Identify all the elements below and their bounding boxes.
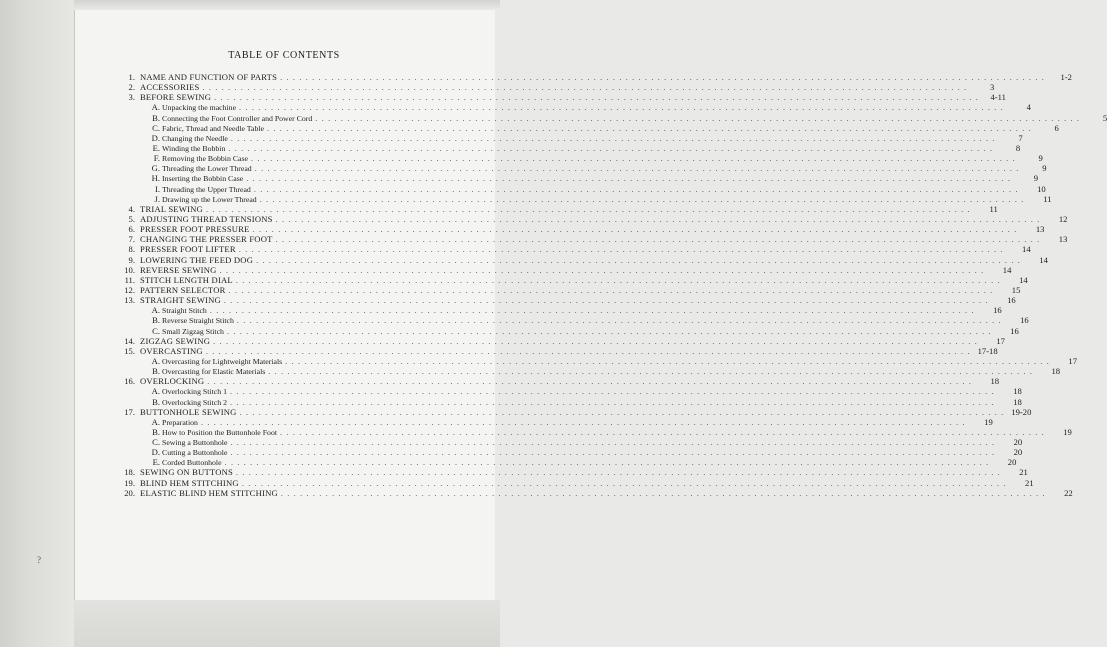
entry-number: E. (152, 142, 160, 153)
toc-subentry (110, 163, 1047, 174)
entry-title: PRESSER FOOT PRESSURE (140, 224, 250, 235)
entry-page-number: 1-2 (1060, 72, 1072, 82)
entry-title: Overcasting for Elastic Materials (162, 367, 266, 377)
entry-title: Winding the Bobbin (162, 143, 226, 153)
entry-title: BEFORE SEWING (140, 92, 212, 103)
entry-number: A. (151, 102, 160, 113)
dot-leader: . . . . . . . . . . . . . . . . . . . . . . . . . . . . . . . . . . . . . . . . . . . . . . . . . . . . . . . . . . . . . . . . . . . . . . . . . . . . . . . . . . . . . . . . . . . . . . . . . . . . . . . . . . . . . . . . . . . . . . . . (209, 306, 975, 316)
scan-bottom-edge (74, 600, 500, 647)
toc-entry (110, 264, 1012, 275)
toc-entry (110, 477, 1034, 488)
dot-leader: . . . . . . . . . . . . . . . . . . . . . . . . . . . . . . . . . . . . . . . . . . . . . . . . . . . . . . . . . . . . . . . . . . . . . . . . . . . . . . . . . . . . . . . . . . . . . . . . . . . . . . . . . . . . . . . . . . . . . . . . (226, 326, 992, 336)
entry-number: 17. (124, 406, 135, 417)
entry-number: H. (151, 173, 160, 184)
entry-number: 10. (124, 264, 135, 275)
entry-page-number: 13 (1035, 224, 1045, 235)
entry-title: Inserting the Bobbin Case (162, 174, 244, 184)
entry-title: NAME AND FUNCTION OF PARTS (140, 72, 278, 82)
toc-subentry (110, 122, 1059, 133)
entry-number: B. (152, 112, 160, 123)
toc-entry (110, 203, 998, 214)
entry-title: STRAIGHT SEWING (140, 295, 221, 306)
entry-page-number: 9 (1038, 153, 1043, 164)
toc-entry (110, 234, 1068, 245)
toc-subentry (110, 142, 1021, 153)
entry-number: G. (151, 163, 160, 174)
toc-entry (110, 224, 1045, 235)
dot-leader: . . . . . . . . . . . . . . . . . . . . . . . . . . . . . . . . . . . . . . . . . . . . . . . . . . . . . . . . . . . . . . . . . . . . . . . . . . . . . . . . . . . . . . . . . . . . . . . . . . . . . . . . . . . . . . . . . . . . . . . . (246, 174, 1012, 184)
entry-number: 1. (128, 72, 135, 82)
entry-title: STITCH LENGTH DIAL (140, 274, 233, 285)
entry-number: A. (151, 305, 160, 316)
entry-page-number: 15 (1011, 284, 1021, 295)
entry-number: 9. (128, 254, 135, 265)
dot-leader: . . . . . . . . . . . . . . . . . . . . . . . . . . . . . . . . . . . . . . . . . . . . . . . . . . . . . . . . . . . . . . . . . . . . . . . . . . . . . . . . . . . . . . . . . . . . . . . . . . . . . . . . . . . . . . . . . . . . . . . . (228, 143, 994, 153)
entry-number: 18. (124, 467, 135, 478)
dot-leader: . . . . . . . . . . . . . . . . . . . . . . . . . . . . . . . . . . . . . . . . . . . . . . . . . . . . . . . . . . . . . . . . . . . . . . . . . . . . . . . . . . . . . . . . . . . . . . . . . . . . . . . . . . . . . . . . . . . . . . . . (275, 235, 1041, 245)
toc-subentry (110, 355, 1077, 366)
entry-page-number: 20 (1013, 437, 1023, 448)
dot-leader: . . . . . . . . . . . . . . . . . . . . . . . . . . . . . . . . . . . . . . . . . . . . . . . . . . . . . . . . . . . . . . . . . . . . . . . . . . . . . . . . . . . . . . . . . . . . . . . . . . . . . . . . . . . . . . . . . . . . . . . . (230, 438, 996, 448)
dot-leader: . . . . . . . . . . . . . . . . . . . . . . . . . . . . . . . . . . . . . . . . . . . . . . . . . . . . . . . . . . . . . . . . . . . . . . . . . . . . . . . . . . . . . . . . . . . . . . . . . . . . . . . . . . . . . . . . . . . . . . . . (238, 245, 1004, 255)
dot-leader: . . . . . . . . . . . . . . . . . . . . . . . . . . . . . . . . . . . . . . . . . . . . . . . . . . . . . . . . . . . . . . . . . . . . . . . . . . . . . . . . . . . . . . . . . . . . . . . . . . . . . . . . . . . . . . . . . . . . . . . . (236, 468, 1001, 478)
entry-page-number: 18 (990, 376, 1000, 387)
entry-page-number: 19 (1063, 426, 1072, 437)
toc-subentry (110, 173, 1039, 184)
entry-number: B. (152, 396, 160, 407)
entry-page-number: 12 (1058, 213, 1068, 224)
entry-page-number: 17-18 (977, 345, 998, 356)
toc-subentry (110, 112, 1107, 123)
dot-leader: . . . . . . . . . . . . . . . . . . . . . . . . . . . . . . . . . . . . . . . . . . . . . . . . . . . . . . . . . . . . . . . . . . . . . . . . . . . . . . . . . . . . . . . . . . . . . . . . . . . . . . . . . . . . . . . . . . . . . . . . (229, 387, 995, 397)
toc-entry (110, 92, 1006, 103)
entry-title: SEWING ON BUTTONS (140, 467, 233, 478)
toc-subentry (110, 447, 1023, 458)
entry-title: Corded Buttonhole (162, 458, 222, 468)
dot-leader: . . . . . . . . . . . . . . . . . . . . . . . . . . . . . . . . . . . . . . . . . . . . . . . . . . . . . . . . . . . . . . . . . . . . . . . . . . . . . . . . . . . . . . . . . . . . . . . . . . . . . . . . . . . . . . . . . . . . . . . . (200, 417, 966, 427)
toc-subentry (110, 193, 1052, 204)
entry-title: ACCESSORIES (140, 82, 200, 93)
toc-entry (110, 406, 1032, 417)
dot-leader: . . . . . . . . . . . . . . . . . . . . . . . . . . . . . . . . . . . . . . . . . . . . . . . . . . . . . . . . . . . . . . . . . . . . . . . . . . . . . . . . . . . . . . . . . . . . . . . . . . . . . . . . . . . . . . . . . . . . . . . . (219, 265, 985, 275)
dot-leader: . . . . . . . . . . . . . . . . . . . . . . . . . . . . . . . . . . . . . . . . . . . . . . . . . . . . . . . . . . . . . . . . . . . . . . . . . . . . . . . . . . . . . . . . . . . . . . . . . . . . . . . . . . . . . . . . . . . . . . . . (256, 255, 1021, 265)
entry-number: 11. (124, 274, 135, 285)
entry-title: PATTERN SELECTOR (140, 284, 226, 295)
toc-entry (110, 487, 1073, 498)
entry-page-number: 8 (1015, 142, 1021, 153)
dot-leader: . . . . . . . . . . . . . . . . . . . . . . . . . . . . . . . . . . . . . . . . . . . . . . . . . . . . . . . . . . . . . . . . . . . . . . . . . . . . . . . . . . . . . . . . . . . . . . . . . . . . . . . . . . . . . . . . . . . . . . . . (229, 397, 995, 407)
toc-subentry (110, 305, 1002, 316)
toc-subentry (110, 315, 1029, 326)
toc-subentry (110, 132, 1023, 143)
scan-left-margin (0, 0, 74, 647)
dot-leader: . . . . . . . . . . . . . . . . . . . . . . . . . . . . . . . . . . . . . . . . . . . . . . . . . . . . . . . . . . . . . . . . . . . . . . . . . . . . . . . . . . . . . . . . . . . . . . . . . . . . . . . . . . . . . . . . . . . . . . . . (280, 73, 1045, 82)
entry-title: Threading the Upper Thread (162, 184, 251, 194)
entry-page-number: 14 (1002, 264, 1012, 275)
entry-title: OVERLOCKING (140, 376, 205, 387)
entry-number: A. (151, 416, 160, 427)
entry-number: 4. (128, 203, 135, 214)
entry-number: D. (151, 447, 160, 458)
dot-leader: . . . . . . . . . . . . . . . . . . . . . . . . . . . . . . . . . . . . . . . . . . . . . . . . . . . . . . . . . . . . . . . . . . . . . . . . . . . . . . . . . . . . . . . . . . . . . . . . . . . . . . . . . . . . . . . . . . . . . . . . (228, 285, 994, 295)
entry-page-number: 16 (1007, 295, 1016, 306)
dot-leader: . . . . . . . . . . . . . . . . . . . . . . . . . . . . . . . . . . . . . . . . . . . . . . . . . . . . . . . . . . . . . . . . . . . . . . . . . . . . . . . . . . . . . . . . . . . . . . . . . . . . . . . . . . . . . . . . . . . . . . . . (223, 296, 989, 306)
dot-leader: . . . . . . . . . . . . . . . . . . . . . . . . . . . . . . . . . . . . . . . . . . . . . . . . . . . . . . . . . . . . . . . . . . . . . . . . . . . . . . . . . . . . . . . . . . . . . . . . . . . . . . . . . . . . . . . . . . . . . . . . (259, 194, 1025, 204)
entry-number: C. (152, 437, 160, 448)
entry-title: How to Position the Buttonhole Foot (162, 427, 278, 437)
toc-subentry (110, 416, 993, 427)
toc-entry (110, 72, 1072, 82)
entry-page-number: 5 (1102, 112, 1107, 123)
entry-title: Fabric, Thread and Needle Table (162, 123, 264, 133)
entry-page-number: 4-11 (990, 92, 1006, 103)
entry-page-number: 9 (1042, 163, 1047, 174)
toc-entry (110, 284, 1021, 295)
entry-title: Overlocking Stitch 1 (162, 387, 227, 397)
entry-page-number: 16 (993, 305, 1002, 316)
dot-leader: . . . . . . . . . . . . . . . . . . . . . . . . . . . . . . . . . . . . . . . . . . . . . . . . . . . . . . . . . . . . . . . . . . . . . . . . . . . . . . . . . . . . . . . . . . . . . . . . . . . . . . . . . . . . . . . . . . . . . . . . (224, 458, 990, 468)
dot-leader: . . . . . . . . . . . . . . . . . . . . . . . . . . . . . . . . . . . . . . . . . . . . . . . . . . . . . . . . . . . . . . . . . . . . . . . . . . . . . . . . . . . . . . . . . . . . . . . . . . . . . . . . . . . . . . . . . . . . . . . . (239, 103, 1004, 113)
entry-page-number: 14 (1022, 244, 1031, 255)
entry-number: 12. (124, 284, 135, 295)
dot-leader: . . . . . . . . . . . . . . . . . . . . . . . . . . . . . . . . . . . . . . . . . . . . . . . . . . . . . . . . . . . . . . . . . . . . . . . . . . . . . . . . . . . . . . . . . . . . . . . . . . . . . . . . . . . . . . . . . . . . . . . . (268, 367, 1034, 377)
entry-title: TRIAL SEWING (140, 203, 203, 214)
dot-leader: . . . . . . . . . . . . . . . . . . . . . . . . . . . . . . . . . . . . . . . . . . . . . . . . . . . . . . . . . . . . . . . . . . . . . . . . . . . . . . . . . . . . . . . . . . . . . . . . . . . . . . . . . . . . . . . . . . . . . . . . (285, 356, 1050, 366)
entry-page-number: 13 (1058, 234, 1068, 245)
entry-number: F. (153, 153, 160, 164)
entry-title: ZIGZAG SEWING (140, 335, 211, 346)
entry-page-number: 11 (989, 203, 998, 214)
toc-subentry (110, 457, 1017, 468)
entry-title: Drawing up the Lower Thread (162, 194, 257, 204)
page-title: TABLE OF CONTENTS (228, 50, 340, 61)
entry-title: REVERSE SEWING (140, 264, 217, 275)
entry-number: C. (152, 122, 160, 133)
entry-page-number: 19-20 (1011, 406, 1032, 417)
dot-leader: . . . . . . . . . . . . . . . . . . . . . . . . . . . . . . . . . . . . . . . . . . . . . . . . . . . . . . . . . . . . . . . . . . . . . . . . . . . . . . . . . . . . . . . . . . . . . . . . . . . . . . . . . . . . . . . . . . . . . . . . (205, 204, 971, 214)
entry-number: 13. (124, 295, 135, 306)
entry-number: 3. (128, 92, 135, 103)
entry-page-number: 22 (1064, 487, 1073, 498)
entry-title: Overcasting for Lightweight Materials (162, 356, 283, 366)
toc-entry (110, 244, 1031, 255)
entry-page-number: 10 (1037, 183, 1046, 194)
entry-page-number: 19 (984, 416, 993, 427)
entry-page-number: 17 (1068, 355, 1077, 366)
dot-leader: . . . . . . . . . . . . . . . . . . . . . . . . . . . . . . . . . . . . . . . . . . . . . . . . . . . . . . . . . . . . . . . . . . . . . . . . . . . . . . . . . . . . . . . . . . . . . . . . . . . . . . . . . . . . . . . . . . . . . . . . (252, 225, 1018, 235)
toc-entry (110, 213, 1068, 224)
entry-page-number: 6 (1054, 122, 1059, 133)
entry-page-number: 16 (1020, 315, 1029, 326)
entry-number: 6. (128, 224, 135, 235)
entry-number: 16. (124, 376, 135, 387)
entry-title: Threading the Lower Thread (162, 164, 252, 174)
dot-leader: . . . . . . . . . . . . . . . . . . . . . . . . . . . . . . . . . . . . . . . . . . . . . . . . . . . . . . . . . . . . . . . . . . . . . . . . . . . . . . . . . . . . . . . . . . . . . . . . . . . . . . . . . . . . . . . . . . . . . . . . (214, 93, 979, 103)
dot-leader: . . . . . . . . . . . . . . . . . . . . . . . . . . . . . . . . . . . . . . . . . . . . . . . . . . . . . . . . . . . . . . . . . . . . . . . . . . . . . . . . . . . . . . . . . . . . . . . . . . . . . . . . . . . . . . . . . . . . . . . . (230, 448, 996, 458)
entry-title: CHANGING THE PRESSER FOOT (140, 234, 273, 245)
dot-leader: . . . . . . . . . . . . . . . . . . . . . . . . . . . . . . . . . . . . . . . . . . . . . . . . . . . . . . . . . . . . . . . . . . . . . . . . . . . . . . . . . . . . . . . . . . . . . . . . . . . . . . . . . . . . . . . . . . . . . . . . (280, 488, 1046, 498)
entry-title: Removing the Bobbin Case (162, 154, 248, 164)
entry-title: Overlocking Stitch 2 (162, 397, 227, 407)
dot-leader: . . . . . . . . . . . . . . . . . . . . . . . . . . . . . . . . . . . . . . . . . . . . . . . . . . . . . . . . . . . . . . . . . . . . . . . . . . . . . . . . . . . . . . . . . . . . . . . . . . . . . . . . . . . . . . . . . . . . . . . . (241, 478, 1007, 488)
entry-page-number: 18 (1013, 386, 1022, 397)
entry-page-number: 7 (1018, 132, 1023, 143)
entry-title: Unpacking the machine (162, 103, 237, 113)
entry-number: 14. (124, 335, 135, 346)
dot-leader: . . . . . . . . . . . . . . . . . . . . . . . . . . . . . . . . . . . . . . . . . . . . . . . . . . . . . . . . . . . . . . . . . . . . . . . . . . . . . . . . . . . . . . . . . . . . . . . . . . . . . . . . . . . . . . . . . . . . . . . . (275, 214, 1041, 224)
toc-subentry (110, 153, 1043, 164)
entry-number: E. (152, 457, 160, 468)
entry-number: A. (151, 355, 160, 366)
entry-number: B. (152, 426, 160, 437)
toc-entry (110, 376, 1000, 387)
dot-leader: . . . . . . . . . . . . . . . . . . . . . . . . . . . . . . . . . . . . . . . . . . . . . . . . . . . . . . . . . . . . . . . . . . . . . . . . . . . . . . . . . . . . . . . . . . . . . . . . . . . . . . . . . . . . . . . . . . . . . . . . (280, 427, 1045, 437)
entry-number: 7. (128, 234, 135, 245)
dot-leader: . . . . . . . . . . . . . . . . . . . . . . . . . . . . . . . . . . . . . . . . . . . . . . . . . . . . . . . . . . . . . . . . . . . . . . . . . . . . . . . . . . . . . . . . . . . . . . . . . . . . . . . . . . . . . . . . . . . . . . . . (235, 275, 1001, 285)
entry-number: 8. (128, 244, 135, 255)
toc-subentry (110, 325, 1019, 336)
entry-page-number: 16 (1010, 325, 1019, 336)
entry-number: J. (154, 193, 160, 204)
entry-number: D. (151, 132, 160, 143)
entry-title: Straight Stitch (162, 306, 207, 316)
toc-entry (110, 345, 998, 356)
dot-leader: . . . . . . . . . . . . . . . . . . . . . . . . . . . . . . . . . . . . . . . . . . . . . . . . . . . . . . . . . . . . . . . . . . . . . . . . . . . . . . . . . . . . . . . . . . . . . . . . . . . . . . . . . . . . . . . . . . . . . . . . (207, 377, 973, 387)
entry-title: OVERCASTING (140, 345, 203, 356)
entry-number: 15. (124, 345, 135, 356)
entry-page-number: 21 (1025, 477, 1034, 488)
entry-page-number: 17 (996, 335, 1005, 346)
entry-title: BUTTONHOLE SEWING (140, 406, 237, 417)
dot-leader: . . . . . . . . . . . . . . . . . . . . . . . . . . . . . . . . . . . . . . . . . . . . . . . . . . . . . . . . . . . . . . . . . . . . . . . . . . . . . . . . . . . . . . . . . . . . . . . . . . . . . . . . . . . . . . . . . . . . . . . . (315, 113, 1081, 123)
entry-number: C. (152, 325, 160, 336)
entry-number: B. (152, 366, 160, 377)
entry-page-number: 14 (1039, 254, 1048, 265)
toc-subentry (110, 426, 1072, 437)
entry-page-number: 4 (1026, 102, 1031, 113)
entry-title: PRESSER FOOT LIFTER (140, 244, 236, 255)
dot-leader: . . . . . . . . . . . . . . . . . . . . . . . . . . . . . . . . . . . . . . . . . . . . . . . . . . . . . . . . . . . . . . . . . . . . . . . . . . . . . . . . . . . . . . . . . . . . . . . . . . . . . . . . . . . . . . . . . . . . . . . . (202, 83, 968, 93)
entry-page-number: 20 (1013, 447, 1023, 458)
entry-number: 19. (124, 477, 135, 488)
toc-subentry (110, 437, 1023, 448)
entry-number: 2. (128, 82, 135, 93)
toc-entry (110, 467, 1028, 478)
toc-subentry (110, 102, 1031, 113)
dot-leader: . . . . . . . . . . . . . . . . . . . . . . . . . . . . . . . . . . . . . . . . . . . . . . . . . . . . . . . . . . . . . . . . . . . . . . . . . . . . . . . . . . . . . . . . . . . . . . . . . . . . . . . . . . . . . . . . . . . . . . . . (230, 133, 996, 143)
toc-entry (110, 254, 1048, 265)
dot-leader: . . . . . . . . . . . . . . . . . . . . . . . . . . . . . . . . . . . . . . . . . . . . . . . . . . . . . . . . . . . . . . . . . . . . . . . . . . . . . . . . . . . . . . . . . . . . . . . . . . . . . . . . . . . . . . . . . . . . . . . . (213, 336, 978, 346)
entry-title: Reverse Straight Stitch (162, 316, 234, 326)
dot-leader: . . . . . . . . . . . . . . . . . . . . . . . . . . . . . . . . . . . . . . . . . . . . . . . . . . . . . . . . . . . . . . . . . . . . . . . . . . . . . . . . . . . . . . . . . . . . . . . . . . . . . . . . . . . . . . . . . . . . . . . . (253, 184, 1019, 194)
scan-top-edge (0, 0, 500, 10)
dot-leader: . . . . . . . . . . . . . . . . . . . . . . . . . . . . . . . . . . . . . . . . . . . . . . . . . . . . . . . . . . . . . . . . . . . . . . . . . . . . . . . . . . . . . . . . . . . . . . . . . . . . . . . . . . . . . . . . . . . . . . . . (267, 123, 1032, 133)
entry-number: 20. (124, 487, 135, 498)
entry-number: A. (151, 386, 160, 397)
toc-entry (110, 295, 1016, 306)
entry-page-number: 11 (1043, 193, 1052, 204)
entry-title: Preparation (162, 417, 198, 427)
entry-number: I. (154, 183, 160, 194)
entry-page-number: 3 (990, 82, 995, 93)
entry-page-number: 9 (1033, 173, 1039, 184)
entry-title: ADJUSTING THREAD TENSIONS (140, 213, 273, 224)
toc-subentry (110, 183, 1046, 194)
entry-title: Cutting a Buttonhole (162, 448, 228, 458)
entry-page-number: 21 (1019, 467, 1028, 478)
toc-entry (110, 82, 995, 93)
entry-number: 5. (128, 213, 135, 224)
dot-leader: . . . . . . . . . . . . . . . . . . . . . . . . . . . . . . . . . . . . . . . . . . . . . . . . . . . . . . . . . . . . . . . . . . . . . . . . . . . . . . . . . . . . . . . . . . . . . . . . . . . . . . . . . . . . . . . . . . . . . . . . (236, 316, 1002, 326)
entry-title: ELASTIC BLIND HEM STITCHING (140, 487, 278, 498)
stray-mark: ? (37, 555, 41, 565)
entry-title: Connecting the Foot Controller and Power Cord (162, 113, 313, 123)
entry-page-number: 14 (1019, 274, 1028, 285)
toc-subentry (110, 386, 1022, 397)
dot-leader: . . . . . . . . . . . . . . . . . . . . . . . . . . . . . . . . . . . . . . . . . . . . . . . . . . . . . . . . . . . . . . . . . . . . . . . . . . . . . . . . . . . . . . . . . . . . . . . . . . . . . . . . . . . . . . . . . . . . . . . . (205, 346, 971, 356)
dot-leader: . . . . . . . . . . . . . . . . . . . . . . . . . . . . . . . . . . . . . . . . . . . . . . . . . . . . . . . . . . . . . . . . . . . . . . . . . . . . . . . . . . . . . . . . . . . . . . . . . . . . . . . . . . . . . . . . . . . . . . . . (239, 407, 1005, 417)
entry-title: Small Zigzag Stitch (162, 326, 224, 336)
toc-entry (110, 335, 1005, 346)
entry-title: LOWERING THE FEED DOG (140, 254, 254, 265)
toc-subentry (110, 366, 1061, 377)
dot-leader: . . . . . . . . . . . . . . . . . . . . . . . . . . . . . . . . . . . . . . . . . . . . . . . . . . . . . . . . . . . . . . . . . . . . . . . . . . . . . . . . . . . . . . . . . . . . . . . . . . . . . . . . . . . . . . . . . . . . . . . . (250, 154, 1016, 164)
dot-leader: . . . . . . . . . . . . . . . . . . . . . . . . . . . . . . . . . . . . . . . . . . . . . . . . . . . . . . . . . . . . . . . . . . . . . . . . . . . . . . . . . . . . . . . . . . . . . . . . . . . . . . . . . . . . . . . . . . . . . . . . (254, 164, 1020, 174)
entry-title: Sewing a Buttonhole (162, 438, 228, 448)
toc-subentry (110, 396, 1022, 407)
entry-page-number: 18 (1013, 396, 1022, 407)
entry-page-number: 18 (1051, 366, 1061, 377)
table-of-contents (110, 72, 1107, 498)
entry-page-number: 20 (1007, 457, 1017, 468)
entry-title: BLIND HEM STITCHING (140, 477, 239, 488)
toc-entry (110, 274, 1028, 285)
entry-title: Changing the Needle (162, 133, 228, 143)
entry-number: B. (152, 315, 160, 326)
